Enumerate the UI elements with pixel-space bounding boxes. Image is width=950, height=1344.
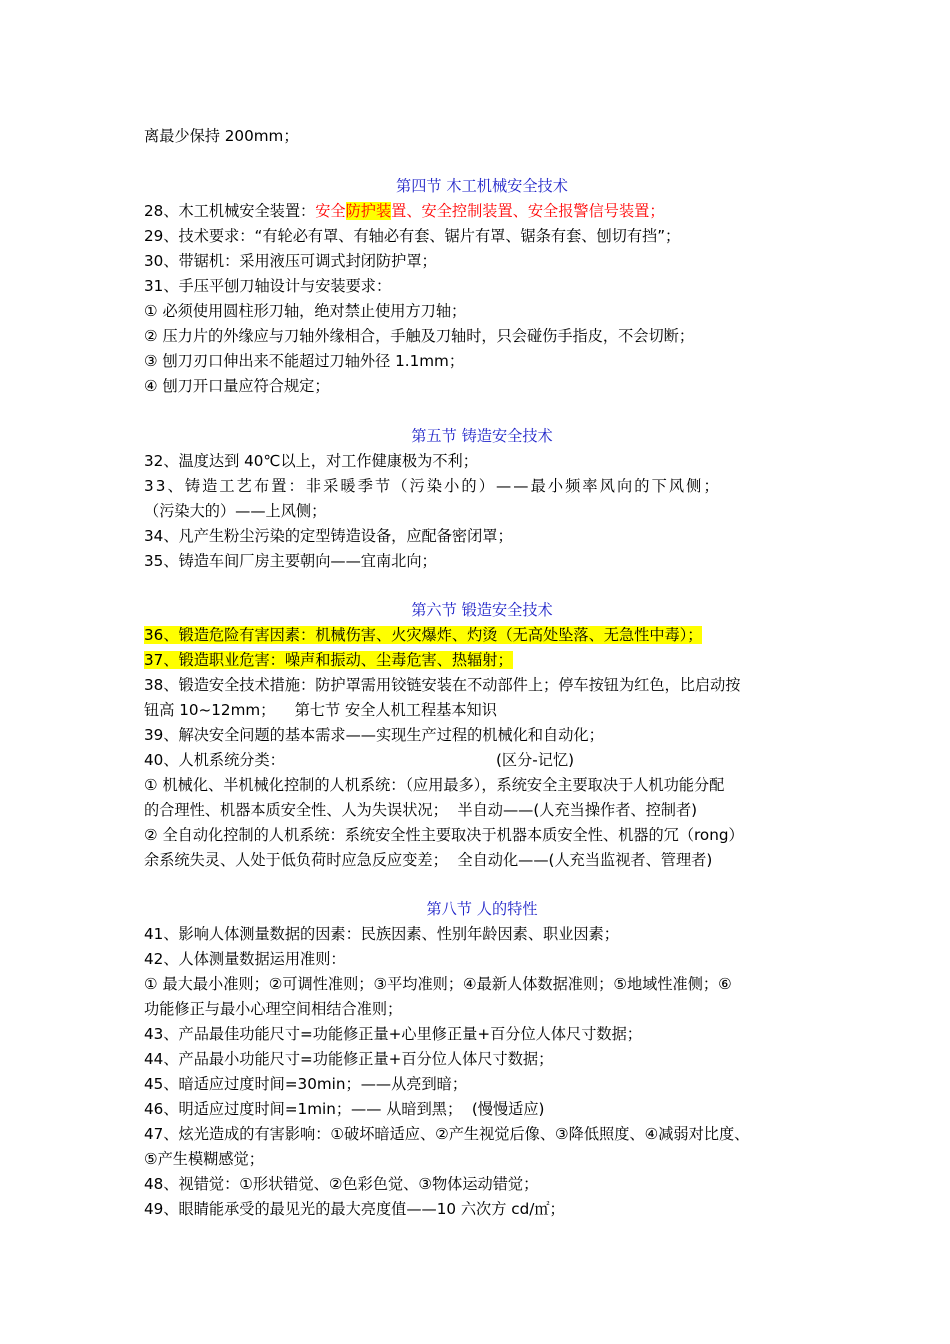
line-text: 的合理性、机器本质安全性、人为失误状况； 半自动——(人充当操作者、控制者) xyxy=(144,801,698,819)
line-text: 49、眼睛能承受的最见光的最大亮度值——10 六次方 cd/㎡； xyxy=(144,1200,565,1218)
line-text: 30、带锯机：采用液压可调式封闭防护罩； xyxy=(144,252,437,270)
item-43 xyxy=(144,1022,642,1046)
line-text: ① 机械化、半机械化控制的人机系统：（应用最多），系统安全主要取决于人机功能分配 xyxy=(144,776,725,794)
item-45 xyxy=(144,1072,467,1096)
line-text: 46、明适应过度时间=1min；—— 从暗到黑； (慢慢适应) xyxy=(144,1100,545,1118)
line-text: 42、人体测量数据运用准则： xyxy=(144,950,346,968)
line-text: ③ 刨刀刃口伸出来不能超过刀轴外径 1.1mm； xyxy=(144,352,465,370)
line-text: 45、暗适应过度时间=30min；——从亮到暗； xyxy=(144,1075,468,1093)
item-32 xyxy=(144,449,478,473)
line-text: 38、锻造安全技术措施：防护罩需用铰链安装在不动部件上；停车按钮为红色，比启动按 xyxy=(144,676,741,694)
item-40 xyxy=(144,748,285,772)
line-text: ② 压力片的外缘应与刀轴外缘相合，手触及刀轴时，只会碰伤手指皮，不会切断； xyxy=(144,327,695,345)
item-31-1 xyxy=(144,299,466,323)
line-text: 33、铸造工艺布置：非采暖季节（污染小的）——最小频率风向的下风侧； xyxy=(144,477,721,495)
heading-text: 第八节 人的特性 xyxy=(426,900,538,918)
line-text: 44、产品最小功能尺寸=功能修正量+百分位人体尺寸数据； xyxy=(144,1050,554,1068)
line-text: （污染大的）——上风侧； xyxy=(144,502,327,520)
item-47 xyxy=(144,1122,749,1146)
line-text: 35、铸造车间厂房主要朝向——宜南北向； xyxy=(144,552,437,570)
item-31 xyxy=(144,274,391,298)
item-29 xyxy=(144,224,680,248)
text-line xyxy=(144,124,299,148)
line-text: ② 全自动化控制的人机系统：系统安全性主要取决于机器本质安全性、机器的冗（rong） xyxy=(144,826,744,844)
line-text: 41、影响人体测量数据的因素：民族因素、性别年龄因素、职业因素； xyxy=(144,925,619,943)
line-text: ④ 刨刀开口量应符合规定； xyxy=(144,377,330,395)
item-40-1-cont xyxy=(144,798,697,822)
heading-text: 第五节 铸造安全技术 xyxy=(411,427,553,445)
heading-text: 第六节 锻造安全技术 xyxy=(411,601,553,619)
item-40-note xyxy=(496,748,574,772)
item-47-cont xyxy=(144,1147,264,1171)
line-text: 43、产品最佳功能尺寸=功能修正量+心里修正量+百分位人体尺寸数据； xyxy=(144,1025,642,1043)
item-38 xyxy=(144,673,740,697)
item-42-1-cont xyxy=(144,997,402,1021)
item-34 xyxy=(144,524,513,548)
heading-text: 第四节 木工机械安全技术 xyxy=(396,177,568,195)
item-36 xyxy=(144,623,702,647)
line-text: 47、炫光造成的有害影响：①破坏暗适应、②产生视觉后像、③降低照度、④减弱对比度、 xyxy=(144,1125,750,1143)
line-text: 39、解决安全问题的基本需求——实现生产过程的机械化和自动化； xyxy=(144,726,604,744)
line-text: 31、手压平刨刀轴设计与安装要求： xyxy=(144,277,392,295)
item-42 xyxy=(144,947,346,971)
item-46 xyxy=(144,1097,544,1121)
item-31-2 xyxy=(144,324,694,348)
section-heading-8 xyxy=(144,897,820,921)
item-40-2-cont xyxy=(144,848,712,872)
line-text: 余系统失灵、人处于低负荷时应急反应变差； 全自动化——(人充当监视者、管理者) xyxy=(144,851,713,869)
item-42-1 xyxy=(144,972,732,996)
section-heading-6 xyxy=(144,598,820,622)
line-text: 功能修正与最小心理空间相结合准则； xyxy=(144,1000,403,1018)
section-heading-4 xyxy=(144,174,820,198)
item-48 xyxy=(144,1172,538,1196)
item-40-2 xyxy=(144,823,744,847)
item-31-3 xyxy=(144,349,464,373)
red-text: 安全 xyxy=(315,202,346,220)
item-33-cont xyxy=(144,499,326,523)
line-text: 离最少保持 200mm； xyxy=(144,127,299,145)
item-31-4 xyxy=(144,374,330,398)
line-text: 29、技术要求：“有轮必有罩、有轴必有套、锯片有罩、锯条有套、刨切有挡”； xyxy=(144,227,681,245)
item-49 xyxy=(144,1197,565,1221)
line-text: 48、视错觉：①形状错觉、②色彩色觉、③物体运动错觉； xyxy=(144,1175,539,1193)
item-35 xyxy=(144,549,437,573)
line-text: 32、温度达到 40℃以上，对工作健康极为不利； xyxy=(144,452,478,470)
item-39 xyxy=(144,723,604,747)
line-text: 40、人机系统分类： xyxy=(144,751,285,769)
line-text: ⑤产生模糊感觉； xyxy=(144,1150,264,1168)
highlighted-text: 37、锻造职业危害：噪声和振动、尘毒危害、热辐射； xyxy=(144,651,513,669)
section-heading-5 xyxy=(144,424,820,448)
line-text: ① 必须使用圆柱形刀轴，绝对禁止使用方刀轴； xyxy=(144,302,467,320)
item-30 xyxy=(144,249,437,273)
highlighted-red-text: 防护装 xyxy=(345,202,392,220)
item-41 xyxy=(144,922,619,946)
item-38-cont xyxy=(144,698,497,722)
line-text: (区分-记忆) xyxy=(496,751,575,769)
item-28 xyxy=(144,199,665,223)
line-text: 钮高 10~12mm； 第七节 安全人机工程基本知识 xyxy=(144,701,497,719)
item-44 xyxy=(144,1047,553,1071)
line-text: 28、木工机械安全装置： xyxy=(144,202,316,220)
line-text: ① 最大最小准则；②可调性准则；③平均准则；④最新人体数据准则；⑤地域性准侧；⑥ xyxy=(144,975,732,993)
item-37 xyxy=(144,648,513,672)
highlighted-text: 36、锻造危险有害因素：机械伤害、火灾爆炸、灼烫（无高处坠落、无急性中毒）； xyxy=(144,626,703,644)
red-text: 置、安全控制装置、安全报警信号装置； xyxy=(391,202,665,220)
item-33 xyxy=(144,474,721,498)
item-40-1 xyxy=(144,773,724,797)
line-text: 34、凡产生粉尘污染的定型铸造设备，应配备密闭罩； xyxy=(144,527,513,545)
